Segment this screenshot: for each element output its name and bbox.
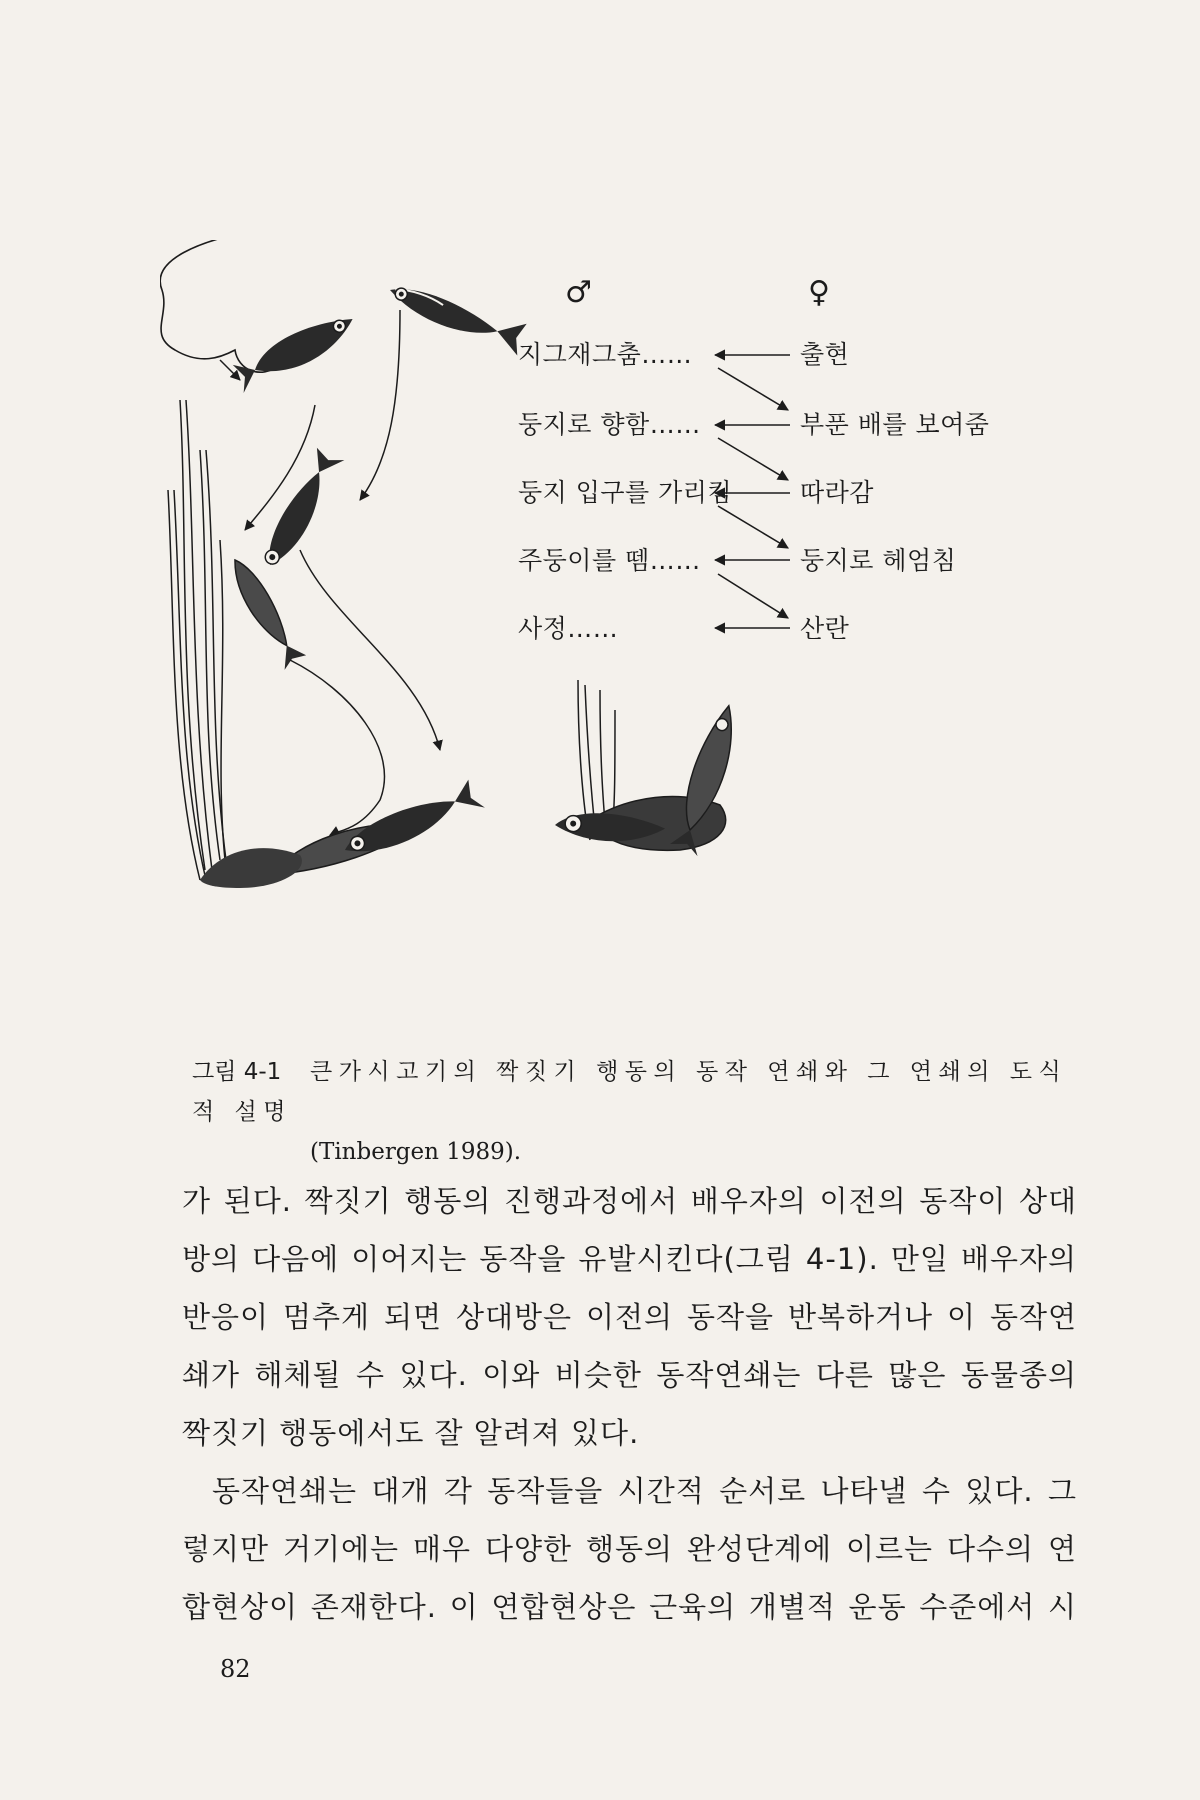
caption-citation: (Tinbergen 1989).: [310, 1139, 522, 1165]
path-arrows: [220, 310, 440, 835]
male-step-5: 사정……: [518, 614, 619, 643]
male-step-4: 주둥이를 뗌……: [518, 546, 701, 575]
nest-left: [200, 848, 302, 888]
paragraph-1-line: 쇄가 해체될 수 있다. 이와 비슷한 동작연쇄는 다른 많은 동물종의: [182, 1358, 1077, 1392]
paragraph-1-line: 반응이 멈추게 되면 상대방은 이전의 동작을 반복하거나 이 동작연: [182, 1300, 1077, 1334]
paragraph-1-line: 방의 다음에 이어지는 동작을 유발시킨다(그림 4-1). 만일 배우자의: [182, 1242, 1077, 1276]
paragraph-2-line: 렇지만 거기에는 매우 다양한 행동의 완성단계에 이르는 다수의 연: [182, 1532, 1077, 1566]
female-step-3: 따라감: [800, 478, 874, 507]
figure-number: 그림 4-1: [192, 1059, 282, 1085]
figure-4-1: [160, 240, 1100, 1030]
female-step-2: 부푼 배를 보여줌: [800, 410, 990, 439]
fish-diving: [225, 553, 308, 670]
female-symbol: ♀: [808, 275, 830, 310]
body-text: [182, 1172, 1077, 1636]
paragraph-1-line: 짝짓기 행동에서도 잘 알려져 있다.: [182, 1416, 640, 1450]
paragraph-2-line: 동작연쇄는 대개 각 동작들을 시간적 순서로 나타낼 수 있다. 그: [212, 1474, 1077, 1508]
female-step-1: 출현: [800, 340, 850, 369]
figure-caption: [192, 1052, 1092, 1172]
cloud-outline: [160, 240, 280, 372]
fish-middle: [254, 445, 345, 571]
male-step-2: 둥지로 향함……: [518, 410, 701, 439]
male-step-1: 지그재그춤……: [518, 340, 693, 369]
paragraph-2-line: 합현상이 존재한다. 이 연합현상은 근육의 개별적 운동 수준에서 시: [182, 1590, 1077, 1624]
water-plant-left: [168, 400, 226, 880]
male-symbol: ♂: [565, 275, 592, 310]
caption-text: 큰가시고기의 짝짓기 행동의 동작 연쇄와 그 연쇄의 도식적 설명: [192, 1059, 1068, 1125]
fish-nest-pair: [270, 778, 487, 875]
female-step-4: 둥지로 헤엄침: [800, 546, 957, 575]
page-number: 82: [220, 1655, 251, 1683]
fish-top-right: [384, 276, 529, 356]
paragraph-1-line: 가 된다. 짝짓기 행동의 진행과정에서 배우자의 이전의 동작이 상대: [182, 1184, 1077, 1218]
male-step-3: 둥지 입구를 가리킴: [518, 478, 733, 507]
fish-top-left: [230, 309, 362, 393]
female-step-5: 산란: [800, 614, 850, 643]
